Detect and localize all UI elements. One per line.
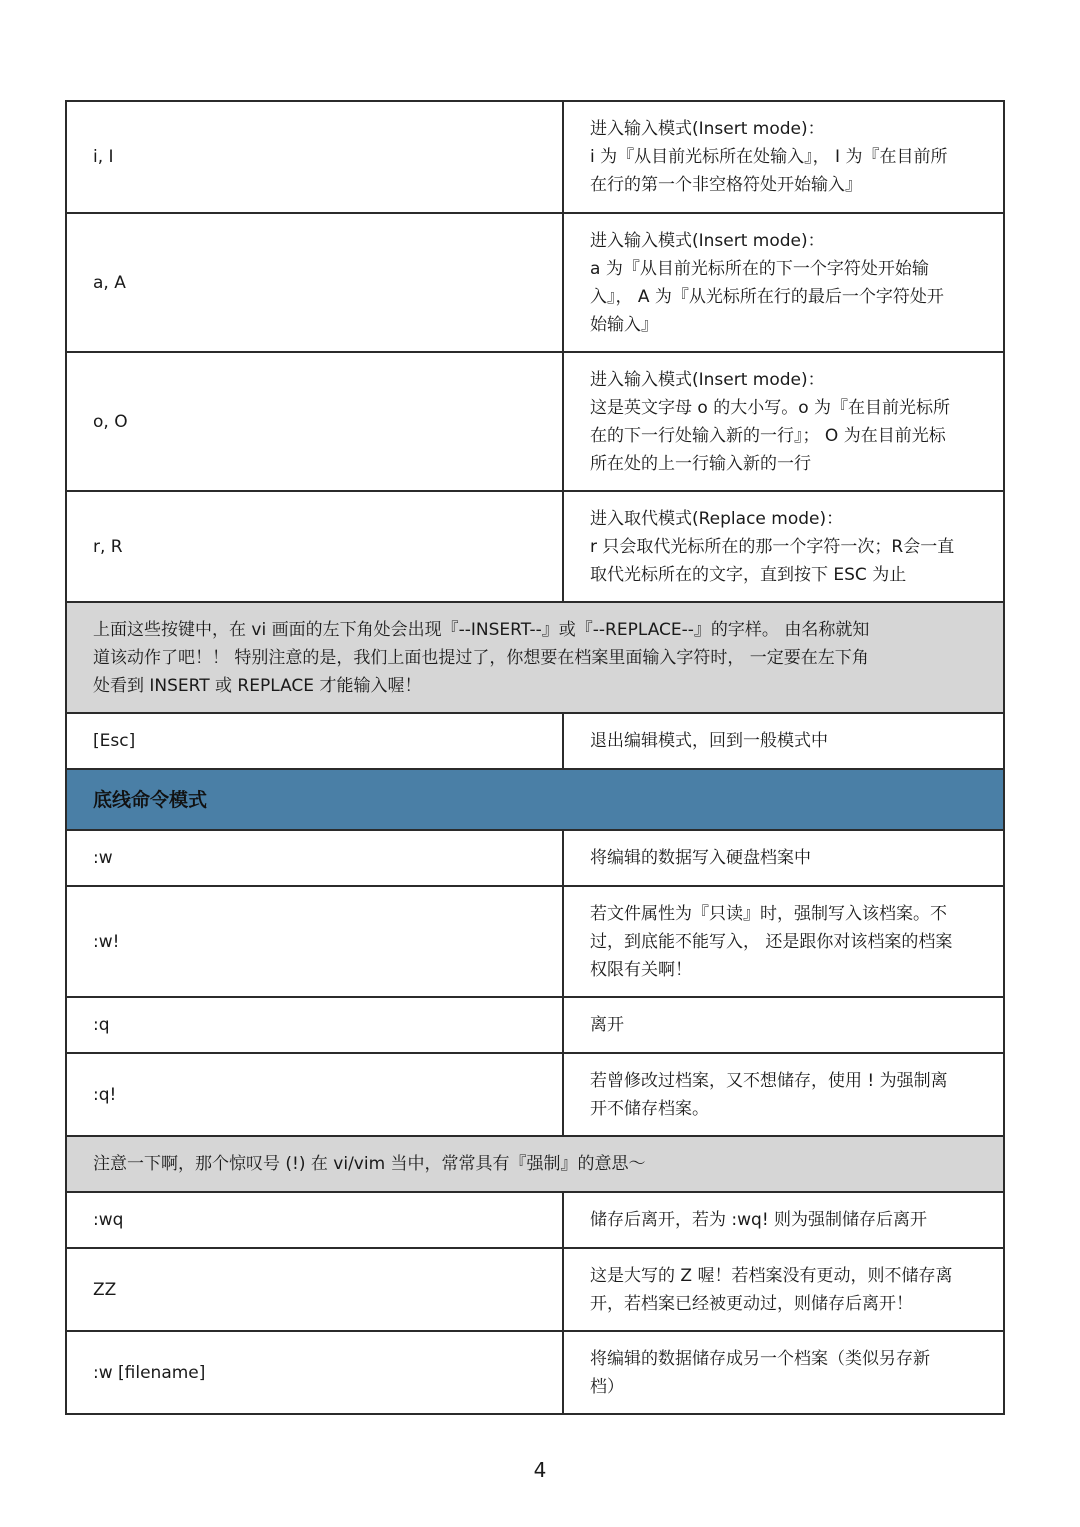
command-description — [563, 1248, 1004, 1331]
note-line: 注意一下啊，那个惊叹号 (!) 在 vi/vim 当中，常常具有『强制』的意思～ — [93, 1154, 646, 1174]
table-row — [66, 213, 1004, 352]
command-description — [563, 491, 1004, 602]
section-header-row — [66, 769, 1004, 830]
command-key: a, A — [66, 213, 563, 352]
table-row — [66, 886, 1004, 997]
command-description — [563, 886, 1004, 997]
table-row — [66, 491, 1004, 602]
description-line: a 为『从目前光标所在的下一个字符处开始输 — [590, 258, 929, 279]
note-line: 处看到 INSERT 或 REPLACE 才能输入喔！ — [93, 675, 422, 696]
command-description — [563, 830, 1004, 886]
description-line: 储存后离开，若为 :wq! 则为强制储存后离开 — [590, 1210, 928, 1230]
command-description — [563, 1331, 1004, 1414]
description-line: 将编辑的数据写入硬盘档案中 — [590, 848, 811, 868]
command-description — [563, 997, 1004, 1053]
note-cell — [66, 602, 1004, 713]
vi-command-table — [65, 100, 1005, 1415]
description-line: 退出编辑模式，回到一般模式中 — [590, 731, 828, 751]
description-line: 开，若档案已经被更动过，则储存后离开！ — [590, 1293, 913, 1314]
command-key: [Esc] — [66, 713, 563, 769]
note-cell — [66, 1136, 1004, 1192]
command-description — [563, 352, 1004, 491]
description-line: 进入输入模式(Insert mode)： — [590, 119, 825, 139]
description-line: 将编辑的数据储存成另一个档案（类似另存新 — [590, 1348, 930, 1369]
command-key: :wq — [66, 1192, 563, 1248]
description-line: i 为『从目前光标所在处输入』， I 为『在目前所 — [590, 147, 948, 167]
command-key: :w! — [66, 886, 563, 997]
description-line: r 只会取代光标所在的那一个字符一次；R会一直 — [590, 536, 955, 557]
description-line: 进入输入模式(Insert mode)： — [590, 369, 825, 390]
command-key: i, I — [66, 101, 563, 213]
table-row — [66, 101, 1004, 213]
command-key: :w — [66, 830, 563, 886]
table-row — [66, 1248, 1004, 1331]
description-line: 在行的第一个非空格符处开始输入』 — [590, 175, 862, 195]
description-line: 在的下一行处输入新的一行』； O 为在目前光标 — [590, 425, 946, 446]
table-row — [66, 1053, 1004, 1136]
command-key: :q! — [66, 1053, 563, 1136]
command-description — [563, 213, 1004, 352]
table-row — [66, 830, 1004, 886]
description-line: 取代光标所在的文字，直到按下 ESC 为止 — [590, 564, 907, 585]
command-description — [563, 1053, 1004, 1136]
command-key: r, R — [66, 491, 563, 602]
description-line: 这是英文字母 o 的大小写。o 为『在目前光标所 — [590, 397, 951, 418]
description-line: 开不储存档案。 — [590, 1098, 709, 1119]
table-row — [66, 352, 1004, 491]
table-row — [66, 1331, 1004, 1414]
description-line: 所在处的上一行输入新的一行 — [590, 453, 811, 474]
description-line: 权限有关啊！ — [590, 959, 692, 980]
table-row — [66, 713, 1004, 769]
command-key: o, O — [66, 352, 563, 491]
note-row — [66, 602, 1004, 713]
description-line: 若曾修改过档案，又不想储存，使用 ! 为强制离 — [590, 1070, 948, 1091]
section-title: 底线命令模式 — [66, 769, 1004, 830]
description-line: 档） — [590, 1376, 624, 1397]
description-line: 入』， A 为『从光标所在行的最后一个字符处开 — [590, 286, 944, 307]
description-line: 进入取代模式(Replace mode)： — [590, 508, 844, 529]
page-number: 4 — [533, 1458, 547, 1482]
note-line: 道该动作了吧！！ 特别注意的是，我们上面也提过了，你想要在档案里面输入字符时， 一定要在左下角 — [93, 647, 869, 668]
command-description — [563, 713, 1004, 769]
description-line: 过，到底能不能写入， 还是跟你对该档案的档案 — [590, 931, 953, 952]
table-row — [66, 1192, 1004, 1248]
note-row — [66, 1136, 1004, 1192]
note-line: 上面这些按键中，在 vi 画面的左下角处会出现『--INSERT--』或『--REPLACE--』的字样。 由名称就知 — [93, 619, 870, 640]
description-line: 进入输入模式(Insert mode)： — [590, 230, 825, 251]
command-description — [563, 1192, 1004, 1248]
description-line: 若文件属性为『只读』时，强制写入该档案。不 — [590, 903, 947, 924]
command-key: :q — [66, 997, 563, 1053]
table-row — [66, 997, 1004, 1053]
description-line: 始输入』 — [590, 314, 658, 335]
description-line: 这是大写的 Z 喔！若档案没有更动，则不储存离 — [590, 1265, 953, 1286]
command-description — [563, 101, 1004, 213]
command-key: :w [filename] — [66, 1331, 563, 1414]
command-key: ZZ — [66, 1248, 563, 1331]
description-line: 离开 — [590, 1015, 624, 1035]
